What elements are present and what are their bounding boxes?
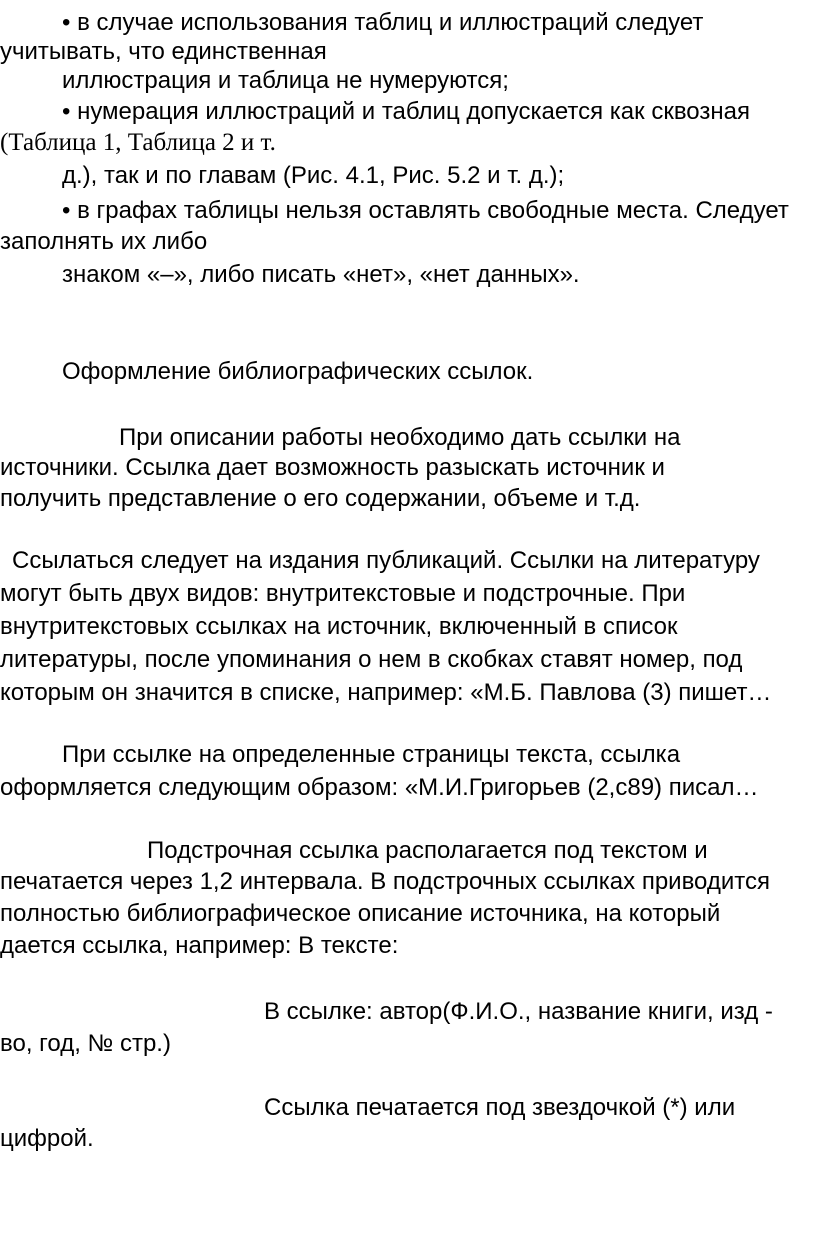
text-line: печатается через 1,2 интервала. В подстрочных ссылках приводится bbox=[0, 868, 771, 895]
text-line: могут быть двух видов: внутритекстовые и подстрочные. При bbox=[0, 580, 686, 607]
text-line: учитывать, что единственная bbox=[0, 38, 327, 65]
text-line: • нумерация иллюстраций и таблиц допускается как сквозная bbox=[62, 98, 750, 125]
text-line: д.), так и по главам (Рис. 4.1, Рис. 5.2 и т. д.); bbox=[62, 162, 565, 189]
text-line: во, год, № стр.) bbox=[0, 1030, 171, 1057]
text-line: заполнять их либо bbox=[0, 228, 208, 255]
text-line: Ссылка печатается под звездочкой (*) или bbox=[264, 1094, 736, 1121]
text-line: внутритекстовых ссылках на источник, включенный в список bbox=[0, 613, 678, 640]
text-line: получить представление о его содержании, объеме и т.д. bbox=[0, 485, 641, 512]
text-line: полностью библиографическое описание источника, на который bbox=[0, 900, 721, 927]
text-line: дается ссылка, например: В тексте: bbox=[0, 932, 399, 959]
text-line: которым он значится в списке, например: «М.Б. Павлова (3) пишет… bbox=[0, 679, 772, 706]
text-line: иллюстрация и таблица не нумеруются; bbox=[62, 67, 509, 94]
text-line: • в случае использования таблиц и иллюстраций следует bbox=[62, 9, 704, 36]
text-line: Подстрочная ссылка располагается под текстом и bbox=[147, 837, 708, 864]
text-line: оформляется следующим образом: «М.И.Григорьев (2,с89) писал… bbox=[0, 774, 759, 801]
text-line: источники. Ссылка дает возможность разыскать источник и bbox=[0, 454, 665, 481]
text-line: В ссылке: автор(Ф.И.О., название книги, изд - bbox=[264, 998, 773, 1025]
text-line: • в графах таблицы нельзя оставлять свободные места. Следует bbox=[62, 197, 789, 224]
section-heading: Оформление библиографических ссылок. bbox=[62, 358, 534, 385]
text-line: литературы, после упоминания о нем в скобках ставят номер, под bbox=[0, 646, 743, 673]
text-line: (Таблица 1, Таблица 2 и т. bbox=[0, 129, 276, 156]
text-line: При описании работы необходимо дать ссылки на bbox=[119, 424, 681, 451]
text-line: Ссылаться следует на издания публикаций. Ссылки на литературу bbox=[12, 547, 760, 574]
text-line: знаком «–», либо писать «нет», «нет данных». bbox=[62, 261, 580, 288]
text-line: При ссылке на определенные страницы текста, ссылка bbox=[62, 741, 681, 768]
text-line: цифрой. bbox=[0, 1125, 94, 1152]
